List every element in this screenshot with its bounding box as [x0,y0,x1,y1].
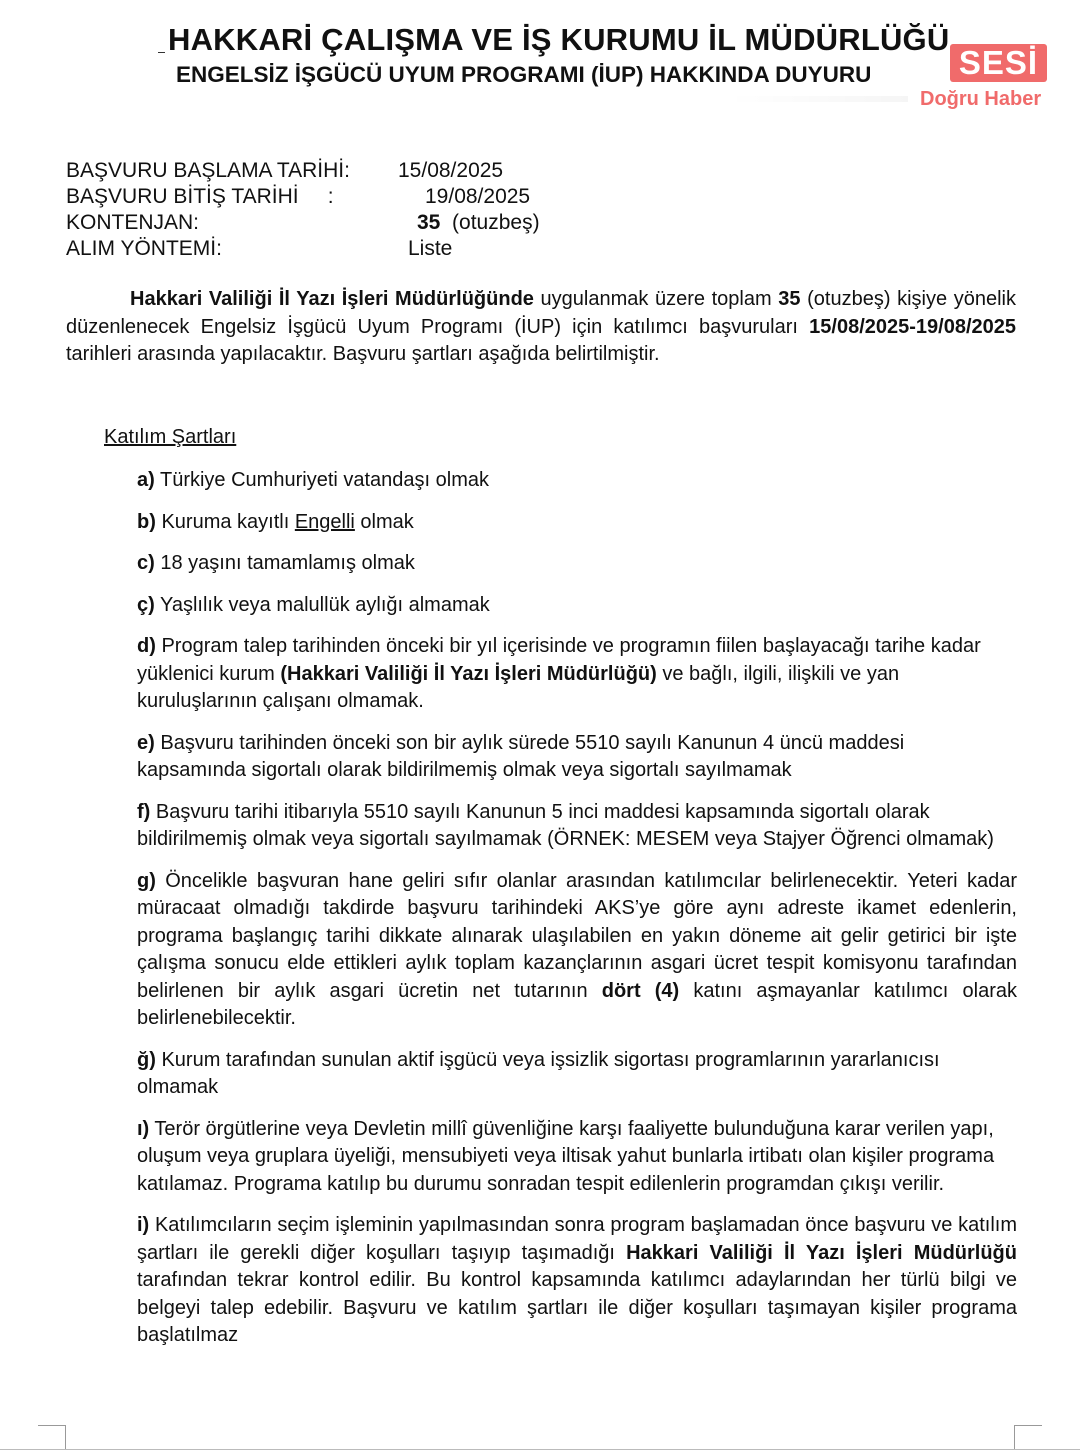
condition-text: Kurum tarafından sunulan aktif işgücü veya işsizlik sigortası programlarının yararlanıcısı olmamak [137,1048,940,1098]
method-value: Liste [408,237,453,260]
condition-h [137,1116,1017,1199]
condition-bold: dört (4) [601,979,680,1002]
condition-text: Program talep tarihinden önceki bir yıl içerisinde ve programın fiilen başlayacağı tarihe kadar yüklenici kurum [137,635,981,685]
intro-text-1: uygulanmak üzere toplam [533,288,779,310]
condition-text: Başvuru tarihi itibarıyla 5510 sayılı Kanunun 5 inci maddesi kapsamında sigortalı olarak bildirilmemiş olmak veya sigortalı sayılmamak (ÖRNEK: MESEM veya Stajyer Öğrenci olmamak) [137,800,994,850]
logo-tagline: Doğru Haber [920,88,1042,110]
condition-letter: b) [137,510,156,533]
watermark-faint-text [728,96,908,102]
condition-a [137,467,1017,495]
intro-text-2: (otuzbeş) kişiye yönelik düzenlenecek Engelsiz İşgücü Uyum Programı (İUP) için katılımcı başvuruları [66,288,1016,338]
condition-letter: ğ) [137,1048,156,1071]
condition-f [137,799,1017,854]
condition-letter: ç) [137,593,155,616]
cursor-mark [158,52,165,53]
quota-value [417,210,540,236]
intro-dates: 15/08/2025-19/08/2025 [809,315,1016,338]
document-title: HAKKARİ ÇALIŞMA VE İŞ KURUMU İL MÜDÜRLÜĞÜ [168,22,950,57]
condition-bold: Hakkari Valiliği İl Yazı İşleri Müdürlüğü [626,1241,1017,1264]
quota-number: 35 [417,211,441,234]
condition-text: Terör örgütlerine veya Devletin millî güvenliğine karşı faaliyette bulunduğuna karar verilen yapı, oluşum veya gruplara üyeliği, mensubiyeti veya iltisak yahut bunlarla irtibatı olan kişiler programa katılamaz. Programa katılıp bu durumu sonradan tespit edilenlerin programdan çıkışı verilir. [137,1117,995,1195]
start-date-label: BAŞVURU BAŞLAMA TARİHİ: [66,159,350,182]
condition-i [137,1212,1017,1350]
intro-institution: Hakkari Valiliği İl Yazı İşleri Müdürlüğünde [130,288,534,310]
start-date-value: 15/08/2025 [398,159,504,182]
condition-letter: ı) [137,1117,150,1140]
condition-text: Katılımcıların seçim işleminin yapılmasından sonra program başlamadan önce başvuru ve katılım şartları ile gerekli diğer koşulları taşıyıp taşımadığı [137,1214,1017,1264]
condition-letter: a) [137,469,155,491]
quota-text: (otuzbeş) [452,211,540,234]
intro-count: 35 [778,288,801,310]
condition-c [137,550,1017,578]
condition-b [137,509,1017,537]
logo-brand: SESİ [950,44,1047,82]
condition-g [137,868,1017,1033]
condition-text: olmak [354,510,414,533]
document-subtitle: ENGELSİZ İŞGÜCÜ UYUM PROGRAMI (İUP) HAKKINDA DUYURU [176,62,872,87]
condition-underlined: Engelli [294,510,355,533]
intro-text-3: tarihleri arasında yapılacaktır. Başvuru şartları aşağıda belirtilmiştir. [66,343,660,365]
page-bottom-edge [0,1449,1080,1450]
section-title: Katılım Şartları [104,426,237,448]
condition-letter: d) [137,635,156,657]
condition-letter: c) [137,552,155,574]
condition-bold: (Hakkari Valiliği İl Yazı İşleri Müdürlüğü) [280,662,657,685]
condition-letter: g) [137,869,156,892]
condition-text: Öncelikle başvuran hane geliri sıfır olanlar arasından katılımcılar belirlenecektir. Yeteri kadar müracaat olmadığı takdirde başvuru tarihindeki AKS’ye göre aynı adreste ikamet edenlerin, programa başlangıç tarihi dikkate alınarak ulaşılabilen en yakın döneme ait gelir getirici bir işte çalışma sonucu elde ettikleri aylık toplam kazançlarının asgari ücret tespit komisyonu tarafından belirlenen bir aylık asgari ücretin net tutarının [137,869,1017,1002]
watermark-logo [918,44,1048,116]
condition-text: 18 yaşını tamamlamış olmak [154,552,415,574]
end-date-value: 19/08/2025 [425,185,531,208]
condition-text: Kuruma kayıtlı [155,510,295,533]
condition-letter: e) [137,731,155,754]
condition-letter: f) [137,800,151,823]
method-label: ALIM YÖNTEMİ: [66,237,222,260]
condition-cc [137,592,1017,620]
condition-e [137,730,1017,785]
condition-text: Türkiye Cumhuriyeti vatandaşı olmak [154,469,490,491]
condition-gg [137,1047,1017,1102]
condition-text: katını aşmayanlar katılımcı olarak belirlenebilecektir. [137,979,1017,1029]
quota-label: KONTENJAN: [66,211,200,234]
condition-text: Yaşlılık veya malullük aylığı almamak [154,593,490,616]
condition-text: ve bağlı, ilgili, ilişkili ve yan kuruluşlarının çalışanı olmamak. [137,662,900,712]
intro-paragraph [66,286,1016,369]
page-corner-mark-right [1014,1425,1042,1450]
page-corner-mark-left [38,1425,66,1450]
end-date-label: BAŞVURU BİTİŞ TARİHİ : [66,185,334,208]
condition-d [137,633,1017,716]
condition-text: tarafından tekrar kontrol edilir. Bu kontrol kapsamında katılımcı adaylarından her türlü bilgi ve belgeyi talep edebilir. Başvuru ve katılım şartları ile diğer koşulları taşımayan kişiler programa başlatılmaz [137,1269,1017,1346]
conditions-list [137,467,1017,1364]
condition-text: Başvuru tarihinden önceki son bir aylık sürede 5510 sayılı Kanunun 4 üncü maddesi kapsamında sigortalı olarak bildirilmemiş olmak veya sigortalı sayılmamak [137,731,905,781]
condition-letter: i) [137,1214,150,1236]
